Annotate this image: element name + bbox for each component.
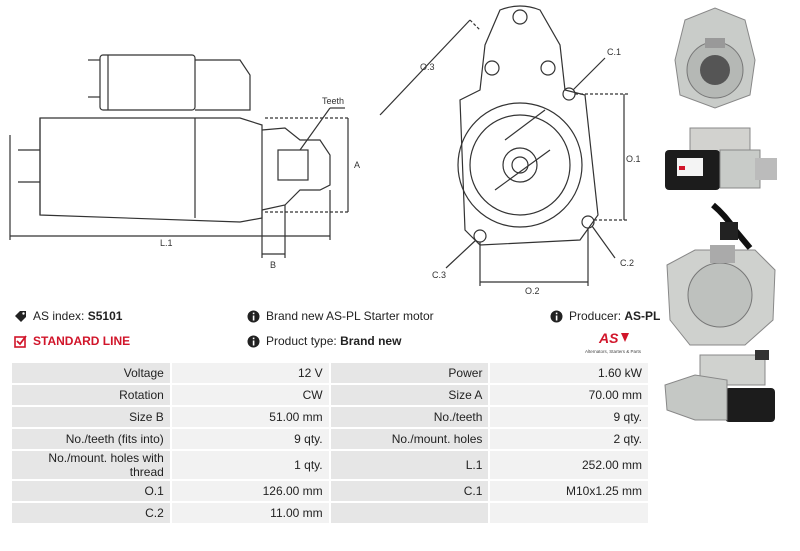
flange-outline	[460, 6, 598, 245]
table-row	[12, 407, 648, 427]
spec-value: M10x1.25 mm	[490, 481, 648, 501]
as-index-value: S5101	[87, 309, 123, 323]
spec-label	[331, 503, 489, 523]
product-photo-side-label[interactable]	[665, 128, 777, 190]
spec-label: Rotation	[12, 385, 170, 405]
spec-value: 70.00 mm	[490, 385, 648, 405]
producer	[550, 309, 660, 323]
label-l1: L.1	[160, 238, 173, 248]
producer-label: Producer:	[569, 309, 622, 323]
label-c3: C.3	[432, 270, 447, 280]
label-o2: O.2	[525, 286, 540, 296]
product-photo-side[interactable]	[665, 350, 775, 422]
as-pl-logo	[585, 328, 655, 356]
spec-label: C.1	[331, 481, 489, 501]
label-b: B	[270, 260, 277, 270]
logo-tagline: Alternators, Starters & Parts	[585, 349, 642, 354]
info-icon	[247, 310, 260, 323]
table-row	[12, 385, 648, 405]
as-index	[14, 309, 122, 323]
table-row	[12, 451, 648, 479]
spec-label: Size B	[12, 407, 170, 427]
spec-value: 11.00 mm	[172, 503, 329, 523]
logo-mark: AS	[599, 330, 619, 346]
label-teeth: Teeth	[322, 96, 345, 106]
spec-label: Voltage	[12, 363, 170, 383]
label-a: A	[354, 160, 361, 170]
spec-value: 252.00 mm	[490, 451, 648, 479]
description-text: Brand new AS-PL Starter motor	[266, 309, 434, 323]
spec-label: No./mount. holes with thread	[12, 451, 170, 479]
product-type-value: Brand new	[340, 334, 402, 348]
table-row	[12, 481, 648, 501]
label-o3: O.3	[420, 62, 435, 72]
table-row	[12, 503, 648, 523]
spec-value: 9 qty.	[490, 407, 648, 427]
spec-label: Power	[331, 363, 489, 383]
product-photos	[655, 0, 800, 546]
info-icon	[550, 310, 563, 323]
info-icon	[247, 335, 260, 348]
as-index-label: AS index:	[33, 309, 85, 323]
specifications-table	[10, 361, 650, 525]
product-photo-rear[interactable]	[667, 205, 775, 345]
technical-drawing	[0, 0, 655, 300]
standard-line-label: STANDARD LINE	[33, 334, 131, 348]
checkbox-icon	[14, 335, 27, 348]
spec-value: 1 qty.	[172, 451, 329, 479]
product-type	[247, 334, 401, 348]
spec-value: 1.60 kW	[490, 363, 648, 383]
spec-label: No./teeth	[331, 407, 489, 427]
spec-value: 12 V	[172, 363, 329, 383]
producer-value: AS-PL	[624, 309, 661, 323]
spec-value: 126.00 mm	[172, 481, 329, 501]
label-c1: C.1	[607, 47, 622, 57]
motor-body-outline	[40, 118, 262, 222]
spec-value: 2 qty.	[490, 429, 648, 449]
starter-motor-drawing	[0, 0, 655, 300]
standard-line	[14, 334, 130, 348]
spec-value: 9 qty.	[172, 429, 329, 449]
spec-label: Size A	[331, 385, 489, 405]
product-info	[14, 305, 661, 355]
spec-label: No./teeth (fits into)	[12, 429, 170, 449]
spec-value	[490, 503, 648, 523]
spec-value: CW	[172, 385, 329, 405]
spec-label: C.2	[12, 503, 170, 523]
spec-label: L.1	[331, 451, 489, 479]
solenoid-outline	[100, 55, 195, 110]
tag-icon	[14, 310, 27, 323]
spec-value: 51.00 mm	[172, 407, 329, 427]
product-type-label: Product type:	[266, 334, 337, 348]
spec-label: No./mount. holes	[331, 429, 489, 449]
product-photo-front[interactable]	[675, 8, 755, 108]
spec-label: O.1	[12, 481, 170, 501]
label-c2: C.2	[620, 258, 635, 268]
table-row	[12, 429, 648, 449]
description	[247, 309, 434, 323]
table-row	[12, 363, 648, 383]
label-o1: O.1	[626, 154, 641, 164]
